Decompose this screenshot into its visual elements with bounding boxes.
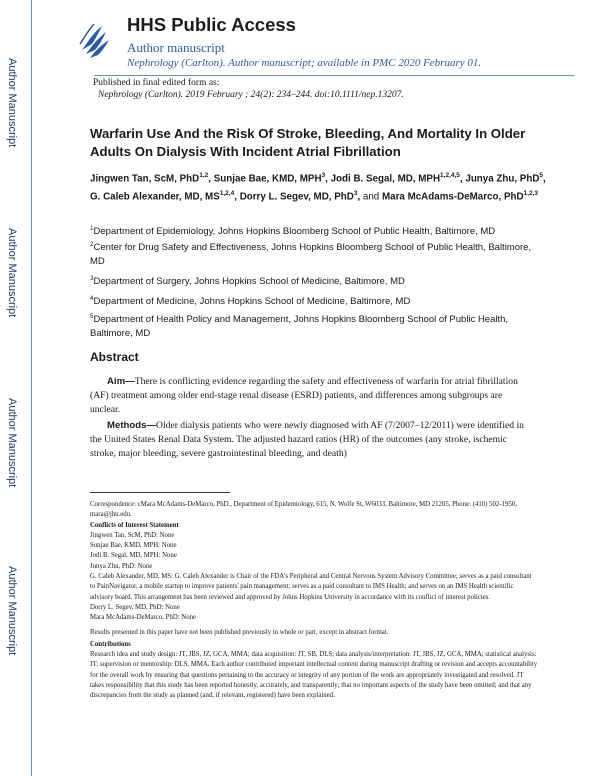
journal-availability: Nephrology (Carlton). Author manuscript; available in PMC 2020 February 01. [127,57,482,69]
coi-alexander: G. Caleb Alexander, MD, MS: G. Caleb Alexander is Chair of the FDA's Peripheral and Central Nervous System Advisory Committee; serves as a paid consultant to PainNavigator, a mobile startup to improve patients' pain management; serves as a paid consultant to IMS Health; and serves on an IMS Health scientific advisory board. This arrangement has been reviewed and approved by Johns Hopkins University in accordance with its conflict of interest policies. [90,573,532,601]
manuscript-label: Author manuscript [127,40,225,55]
author-separator: , [357,191,363,203]
coi-line: Jingwen Tan, ScM, PhD: None [90,531,175,539]
coi-heading: Conflicts of Interest Statement [90,521,179,529]
author-affiliation-sup: 3 [353,189,358,197]
author-list [90,169,550,205]
affiliation-3: $^3$Department of Surgery, Johns Hopkins School of Medicine, Baltimore, MD [90,275,405,288]
margin-rule [31,0,32,776]
author-and: and [362,191,382,203]
author-name: Sunjae Bae, KMD, MPH [213,173,322,185]
footnote-divider [90,492,230,493]
author-name: Jodi B. Segal, MD, MPH [330,173,441,185]
author-name: Mara McAdams-DeMarco, PhD [381,191,524,203]
author-affiliation-sup: 1,2,3 [523,189,539,197]
affiliation-4: $^4$Department of Medicine, Johns Hopkins School of Medicine, Baltimore, MD [90,295,411,308]
abstract-methods: Methods—Older dialysis patients who were newly diagnosed with AF (7/2007–12/2011) were identified in the United States Renal Data System. The adjusted hazard ratios (HR) of the outcomes (any stroke, ischemic stroke, major bleeding, severe gastrointestinal bleeding, and death) [90,420,524,459]
contributions-heading: Contributions [90,640,131,648]
published-line: Published in final edited form as: [93,78,220,88]
affiliation-1: $^1$Department of Epidemiology, Johns Hopkins Bloomberg School of Public Health, Baltimore, MD [90,225,496,238]
affiliation-2: $^2$Center for Drug Safety and Effectiveness, Johns Hopkins Bloomberg School of Public Health, Baltimore, MD [90,241,532,267]
coi-line: Mara McAdams-DeMarco, PhD: None [90,614,197,622]
author-name: G. Caleb Alexander, MD, MS [90,191,220,203]
coi-line: Dorry L. Segev, MD, PhD: None [90,603,180,611]
correspondence: Correspondence: cMara McAdams-DeMarco, PhD., Department of Epidemiology, 615, N. Wolfe St, W6033, Baltimore, MD 21205, Phone: (410) 502-1950, mara@jhu.edu. [90,501,517,519]
abstract-heading: Abstract [90,350,139,364]
article-title: Warfarin Use And the Risk Of Stroke, Bleeding, And Mortality In Older Adults On Dialysis With Incident Atrial Fibrillation [90,126,526,159]
results-note: Results presented in this paper have not been published previously in whole or part, except in abstract format. [90,628,389,636]
author-affiliation-sup: 1,2 [199,172,209,179]
author-separator: , [543,173,546,185]
author-separator: , [234,191,240,203]
footnotes [90,500,538,702]
citation: Nephrology (Carlton). 2019 February ; 24(2): 234–244. doi:10.1111/nep.13207. [98,90,404,100]
contributions-text: Research idea and study design: JT, JBS, JZ, GCA, MMA; data acquisition: JT, SB, DLS; data analysis/interpretation: JT, JBS, JZ, GCA, MMA; statistical analysis: JT; supervision or mentorship: DLS, MMA. Each author contributed important intellectual content during manuscript drafting or revision and accepts accountability for the overall work by ensuring that questions pertaining to the accuracy or integrity of any portion of the work are appropriately investigated and resolved. JT takes responsibility that this study has been reported honestly, accurately, and transparently; that no important aspects of the study have been omitted; and that any discrepancies from the study as planned (and, if relevant, registered) have been explained. [90,651,538,700]
author-name: Dorry L. Segev, MD, PhD [239,191,354,203]
coi-line: Jodi B. Segal, MD, MPH: None [90,552,177,560]
abstract-aim: Aim—There is conflicting evidence regarding the safety and effectiveness of warfarin for atrial fibrillation (AF) treatment among older end-stage renal disease (ESRD) patients, and differences among subgroups are unclear. [90,376,518,415]
author-separator: , [208,173,214,185]
coi-line: Junya Zhu, PhD: None [90,562,153,570]
author-affiliation-sup: 5 [539,172,544,179]
author-separator: , [459,173,466,185]
author-separator: , [325,173,331,185]
coi-line: Sunjae Bae, KMD, MPH: None [90,542,177,550]
affiliation-5: $^5$Department of Health Policy and Management, Johns Hopkins Bloomberg School of Public Health, Baltimore, MD [90,313,509,339]
author-name: Junya Zhu, PhD [465,173,540,185]
author-name: Jingwen Tan, ScM, PhD [90,173,200,185]
author-affiliation-sup: 1,2,4,5 [440,172,460,179]
author-affiliation-sup: 3 [321,172,326,179]
hhs-title: HHS Public Access [127,14,296,35]
author-affiliation-sup: 1,2,4 [219,189,235,197]
hhs-eagle-logo-icon [78,20,112,60]
header-divider [94,75,574,76]
